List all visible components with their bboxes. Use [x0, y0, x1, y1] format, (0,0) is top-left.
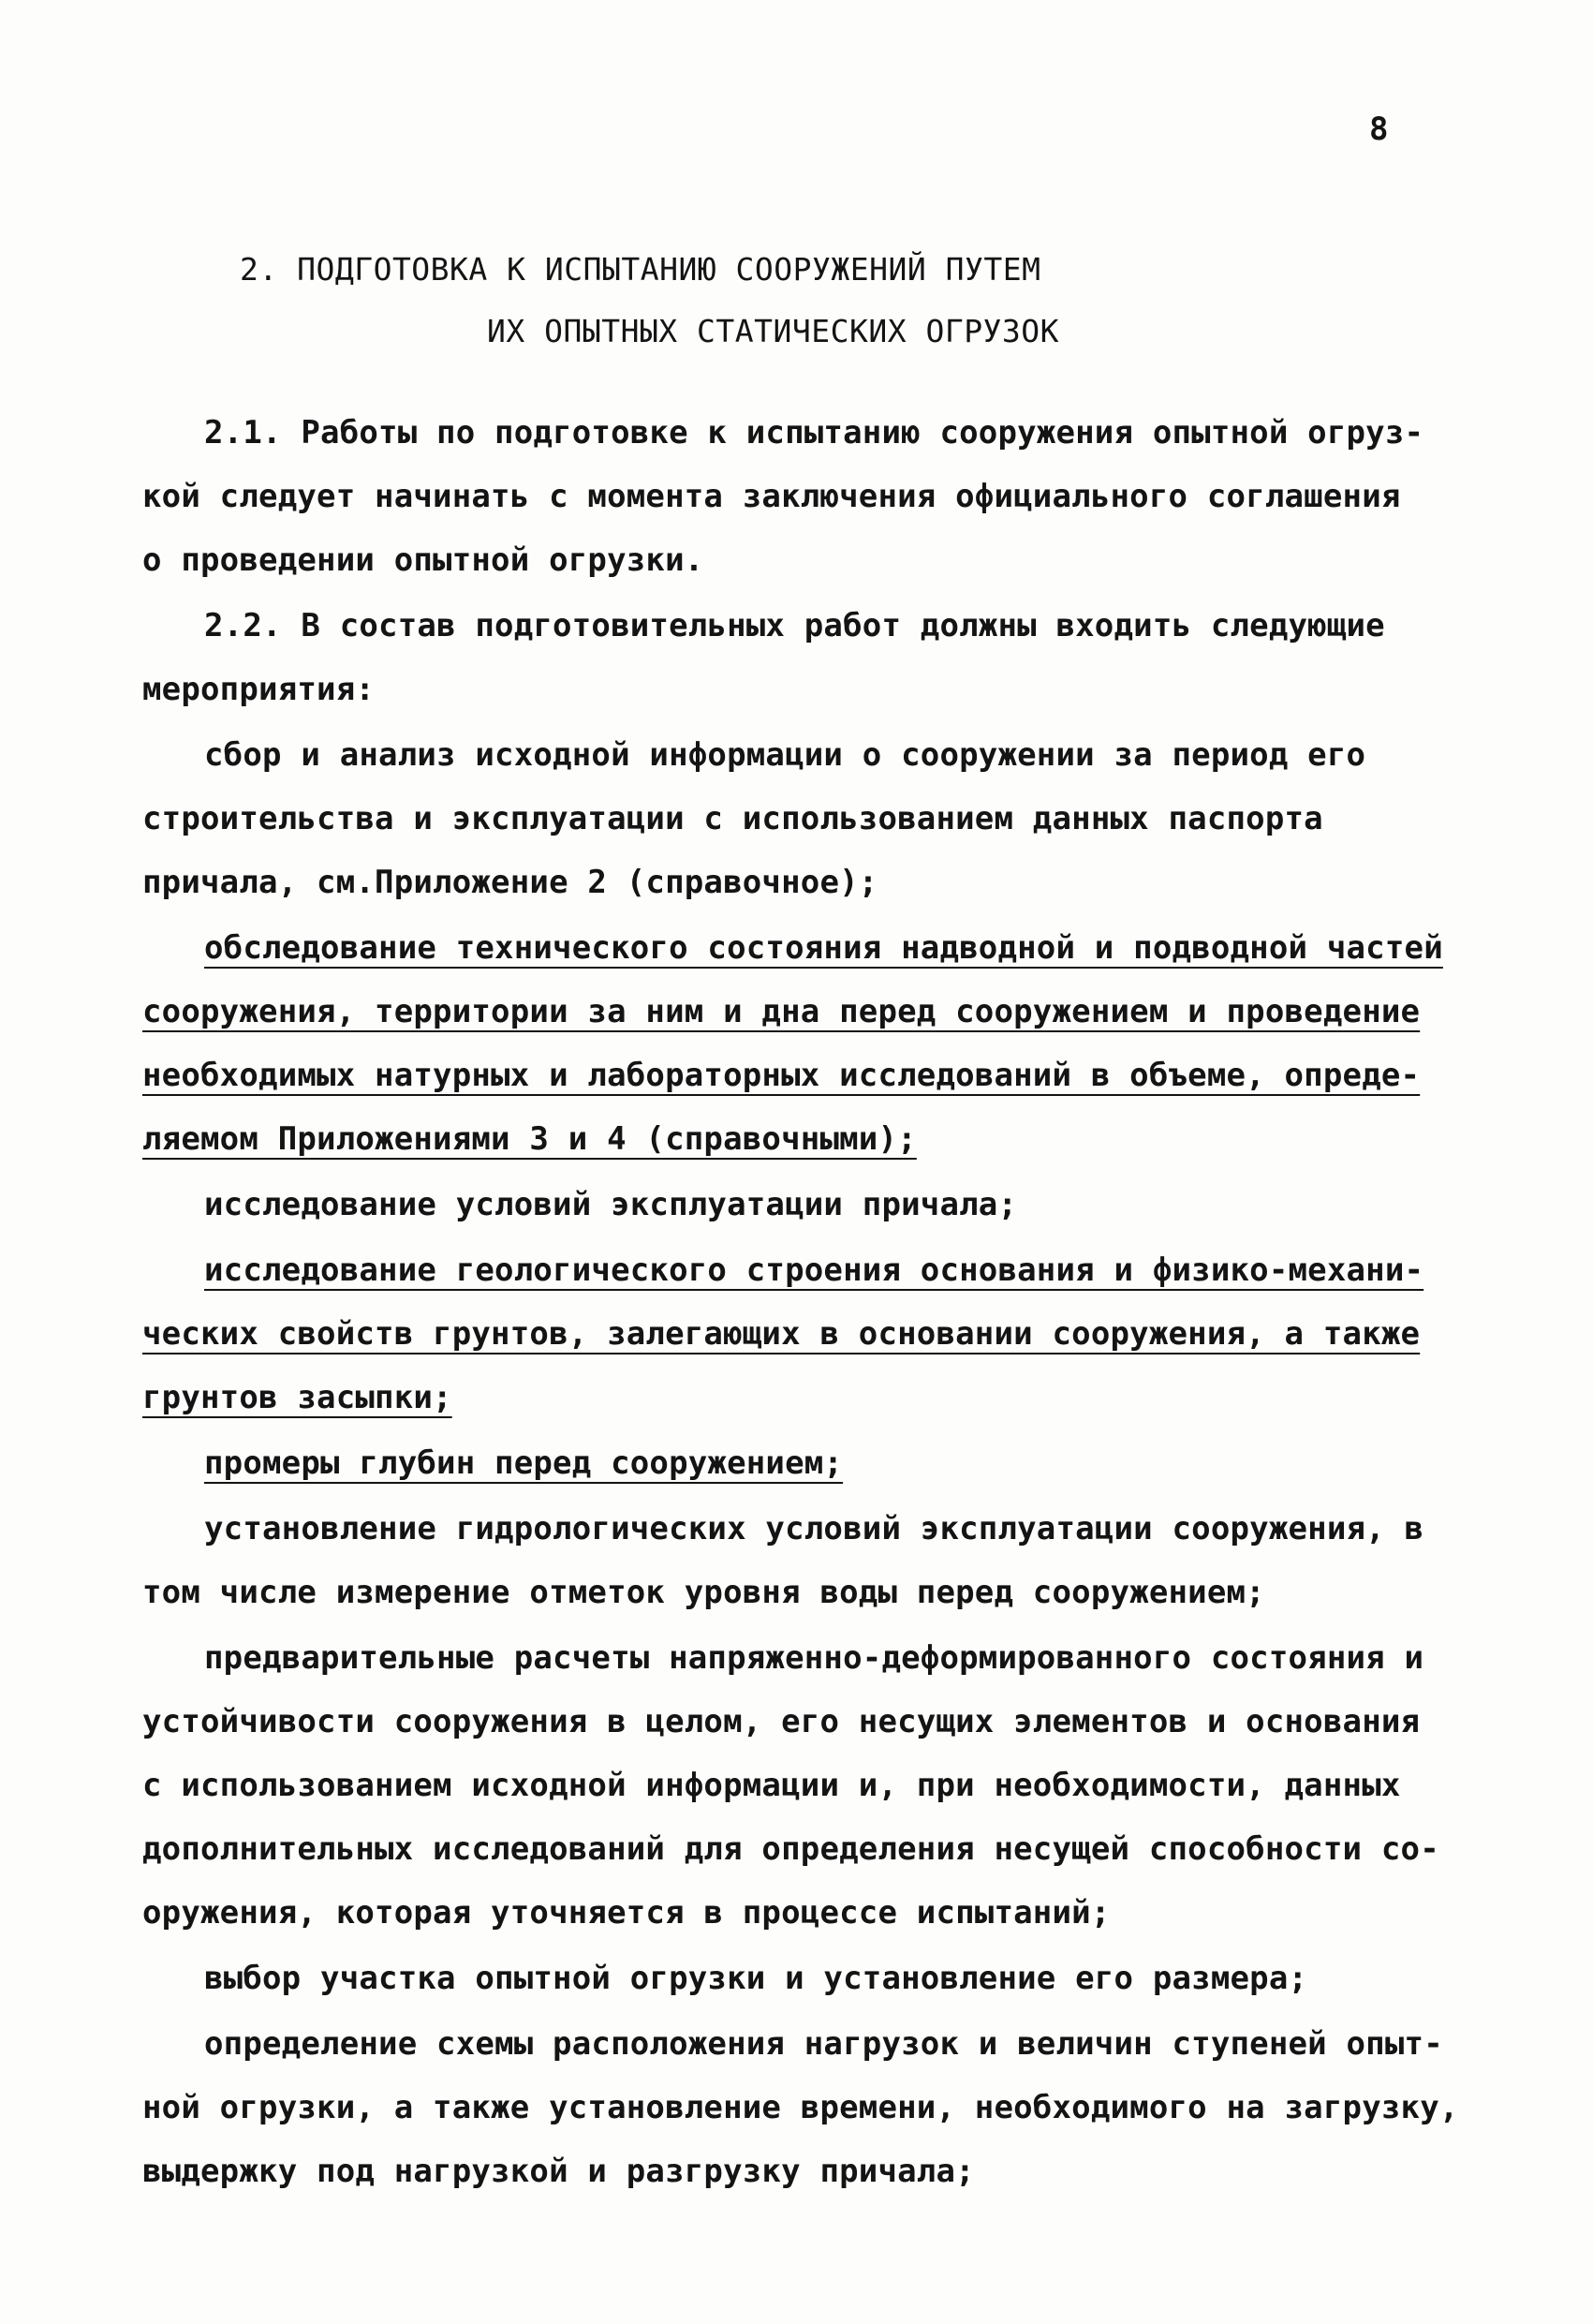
list-item-line: выдержку под нагрузкой и разгрузку причала; — [142, 2153, 975, 2190]
list-item-line-underlined: необходимых натурных и лабораторных исследований в объеме, опреде- — [142, 1057, 1421, 1094]
section-heading-line-1: 2. ПОДГОТОВКА К ИСПЫТАНИЮ СООРУЖЕНИЙ ПУТЕМ — [240, 251, 1041, 288]
list-item-line-underlined: исследование геологического строения основания и физико-механи- — [204, 1251, 1424, 1289]
paragraph-line: кой следует начинать с момента заключения официального соглашения — [142, 478, 1401, 515]
list-item-line: дополнительных исследований для определения несущей способности со- — [142, 1830, 1439, 1868]
paragraph-line: 2.1. Работы по подготовке к испытанию сооружения опытной огруз- — [204, 414, 1424, 451]
list-item-line: предварительные расчеты напряженно-деформированного состояния и — [204, 1639, 1424, 1677]
list-item-line: строительства и эксплуатации с использованием данных паспорта — [142, 800, 1323, 837]
paragraph-line: 2.2. В состав подготовительных работ должны входить следующие — [204, 607, 1385, 644]
list-item-line-underlined: ляемом Приложениями 3 и 4 (справочными); — [142, 1120, 917, 1158]
list-item-line-underlined: ческих свойств грунтов, залегающих в основании сооружения, а также — [142, 1315, 1421, 1353]
list-item-line: определение схемы расположения нагрузок и величин ступеней опыт- — [204, 2025, 1443, 2063]
list-item-line: устойчивости сооружения в целом, его несущих элементов и основания — [142, 1703, 1421, 1740]
list-item-line: исследование условий эксплуатации причала; — [204, 1186, 1018, 1223]
section-heading-line-2: ИХ ОПЫТНЫХ СТАТИЧЕСКИХ ОГРУЗОК — [487, 313, 1060, 349]
paragraph-line: мероприятия: — [142, 671, 376, 708]
list-item-line-underlined: обследование технического состояния надводной и подводной частей — [204, 929, 1443, 967]
list-item-line-underlined: промеры глубин перед сооружением; — [204, 1444, 844, 1482]
list-item-line-underlined: сооружения, территории за ним и дна перед сооружением и проведение — [142, 993, 1421, 1030]
list-item-line: сбор и анализ исходной информации о сооружении за период его — [204, 736, 1366, 774]
list-item-line: установление гидрологических условий эксплуатации сооружения, в — [204, 1510, 1424, 1547]
list-item-line: ной огрузки, а также установление времени, необходимого на загрузку, — [142, 2089, 1459, 2126]
list-item-line-underlined: грунтов засыпки; — [142, 1379, 452, 1416]
list-item-line: с использованием исходной информации и, при необходимости, данных — [142, 1767, 1401, 1804]
list-item-line: выбор участка опытной огрузки и установление его размера; — [204, 1960, 1308, 1997]
paragraph-line: о проведении опытной огрузки. — [142, 541, 704, 579]
list-item-line: оружения, которая уточняется в процессе испытаний; — [142, 1894, 1111, 1932]
list-item-line: том числе измерение отметок уровня воды перед сооружением; — [142, 1574, 1265, 1611]
page-number: 8 — [1369, 111, 1389, 148]
list-item-line: причала, см.Приложение 2 (справочное); — [142, 864, 878, 901]
